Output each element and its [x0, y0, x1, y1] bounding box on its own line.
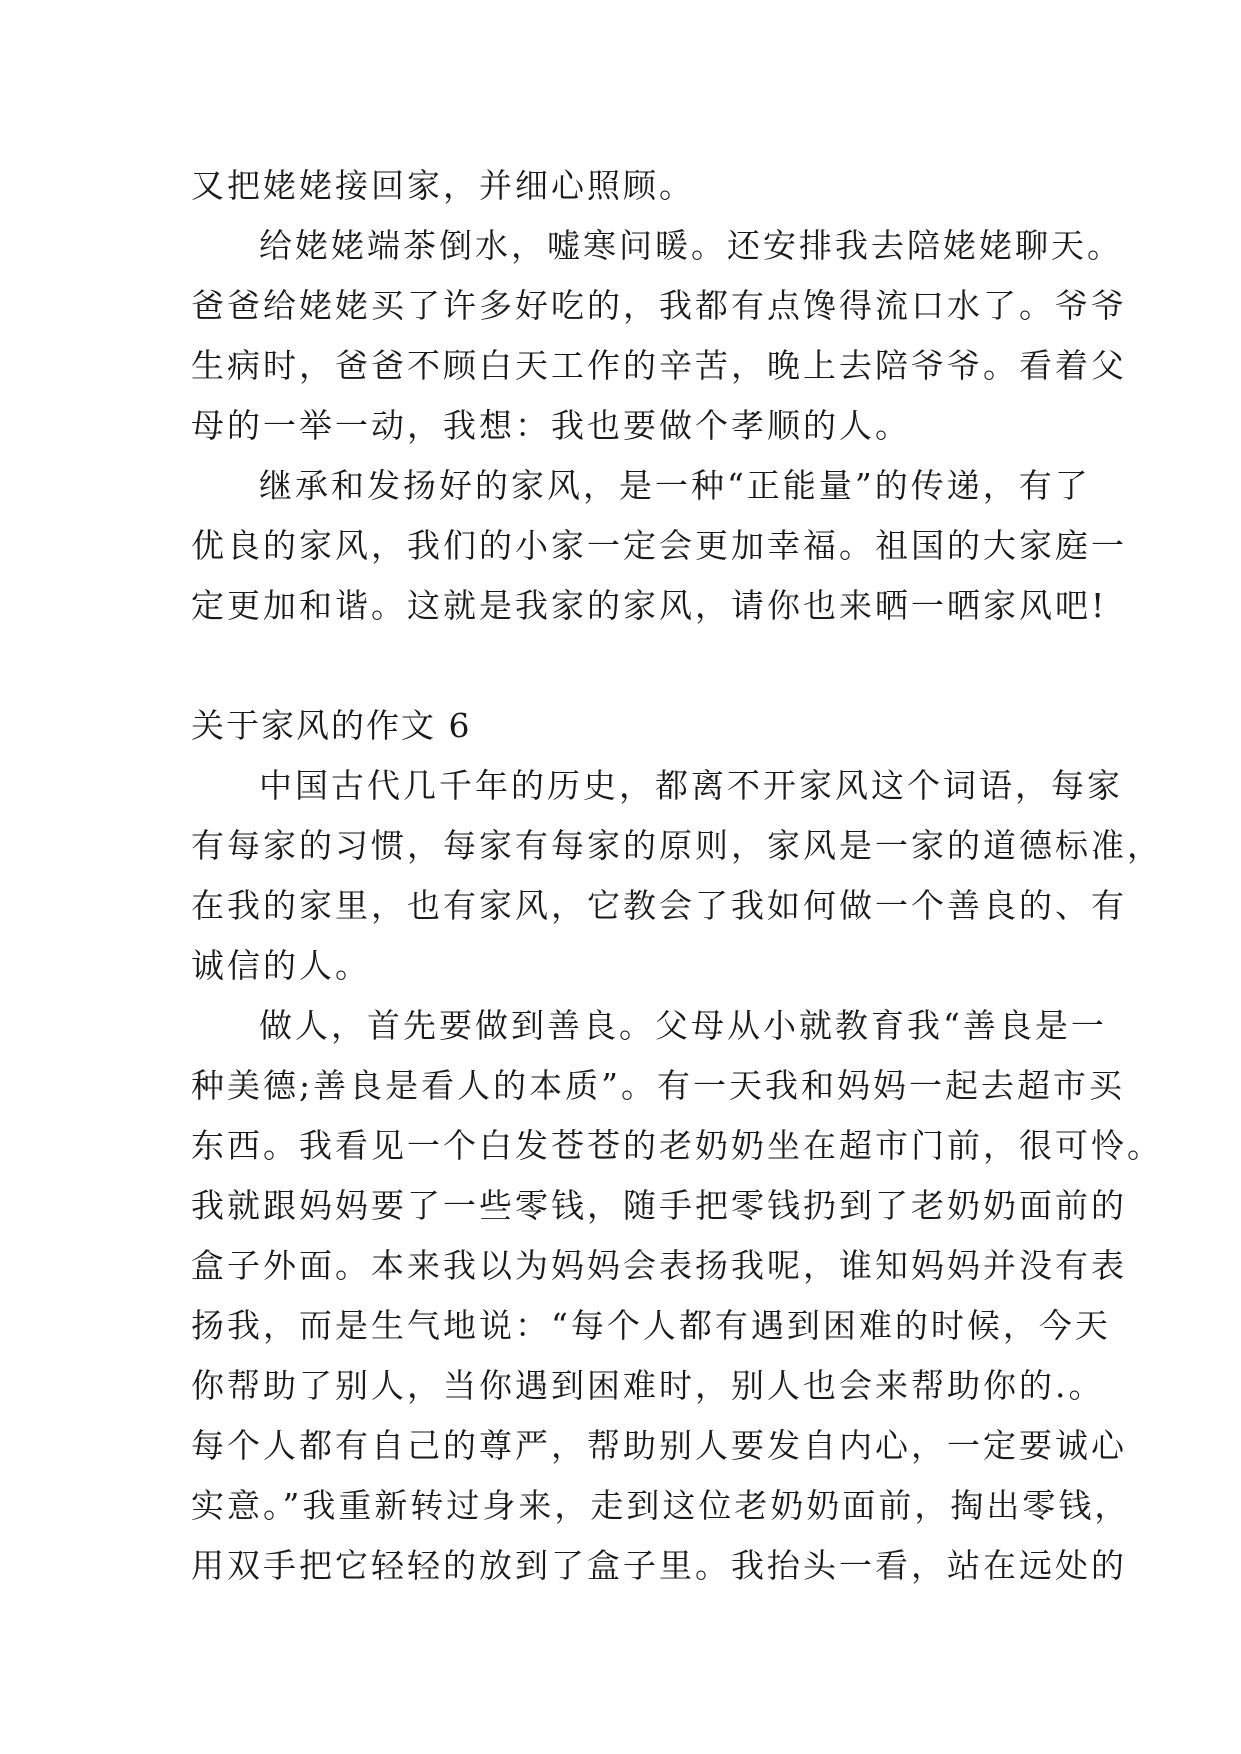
paragraph-line: 每个人都有自己的尊严，帮助别人要发自内心，一定要诚心	[191, 1426, 1127, 1465]
paragraph-line: 优良的家风，我们的小家一定会更加幸福。祖国的大家庭一	[191, 526, 1127, 565]
paragraph-line: 母的一举一动，我想：我也要做个孝顺的人。	[191, 406, 911, 445]
paragraph-line: 继承和发扬好的家风，是一种“正能量”的传递，有了	[259, 466, 1091, 505]
paragraph-line: 用双手把它轻轻的放到了盒子里。我抬头一看，站在远处的	[191, 1546, 1127, 1585]
paragraph-line: 中国古代几千年的历史，都离不开家风这个词语，每家	[259, 766, 1123, 805]
paragraph-line: 在我的家里，也有家风，它教会了我如何做一个善良的、有	[191, 886, 1127, 925]
paragraph-line: 扬我，而是生气地说：“每个人都有遇到困难的时候，今天	[191, 1306, 1111, 1345]
spacer	[191, 636, 1081, 696]
paragraph-line: 有每家的习惯，每家有每家的原则，家风是一家的道德标准，	[191, 826, 1163, 865]
paragraph-line: 又把姥姥接回家，并细心照顾。	[191, 166, 695, 205]
paragraph-line: 爸爸给姥姥买了许多好吃的，我都有点馋得流口水了。爷爷	[191, 286, 1127, 325]
paragraph-line: 我就跟妈妈要了一些零钱，随手把零钱扔到了老奶奶面前的	[191, 1186, 1127, 1225]
paragraph-line: 实意。”我重新转过身来，走到这位老奶奶面前，掏出零钱，	[191, 1486, 1131, 1525]
paragraph-line: 种美德;善良是看人的本质”。有一天我和妈妈一起去超市买	[191, 1066, 1125, 1105]
paragraph-line: 定更加和谐。这就是我家的家风，请你也来晒一晒家风吧!	[191, 586, 1108, 625]
paragraph-line: 生病时，爸爸不顾白天工作的辛苦，晚上去陪爷爷。看着父	[191, 346, 1127, 385]
paragraph-line: 你帮助了别人，当你遇到困难时，别人也会来帮助你的.。	[191, 1366, 1105, 1405]
document-body	[191, 156, 1163, 1596]
paragraph-line: 诚信的人。	[191, 946, 371, 985]
paragraph-line: 给姥姥端茶倒水，嘘寒问暖。还安排我去陪姥姥聊天。	[259, 226, 1123, 265]
paragraph-line: 做人，首先要做到善良。父母从小就教育我“善良是一	[259, 1006, 1107, 1045]
paragraph-line: 盒子外面。本来我以为妈妈会表扬我呢，谁知妈妈并没有表	[191, 1246, 1127, 1285]
paragraph-line: 东西。我看见一个白发苍苍的老奶奶坐在超市门前，很可怜。	[191, 1126, 1163, 1165]
section-title: 关于家风的作文 6	[191, 706, 472, 745]
